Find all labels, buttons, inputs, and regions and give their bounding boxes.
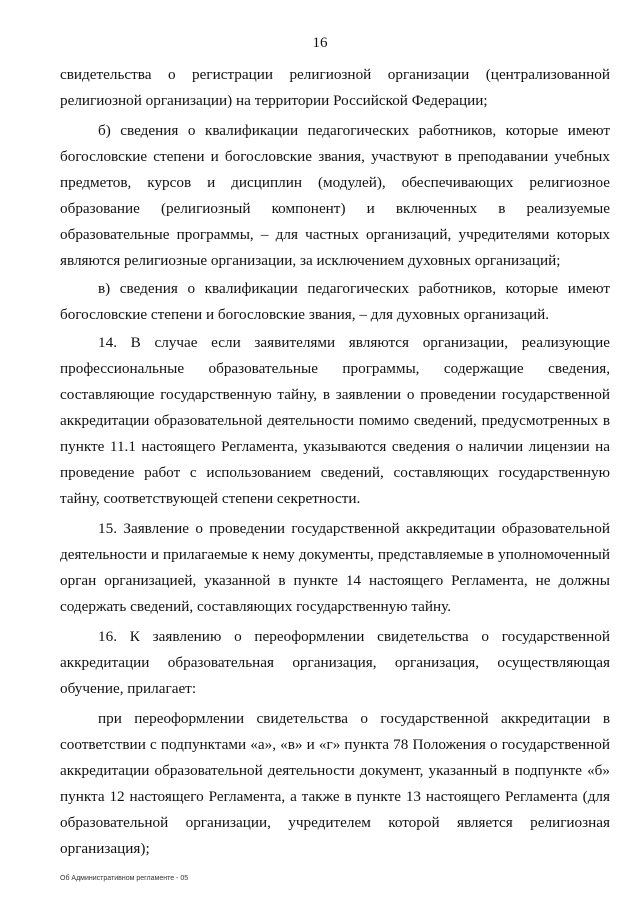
paragraph-item-b: б) сведения о квалификации педагогических работников, которые имеют богословские степени и богословские звания, участвуют в преподавании учебных предметов, курсов и дисциплин (модулей), обеспечивающих религиозное образование (религиозный компонент) и включенных в реализуемые образовательные программы, – для частных организаций, учредителями которых являются религиозные организации, за исключением духовных организаций;	[60, 122, 610, 269]
paragraph-reissue: при переоформлении свидетельства о государственной аккредитации в соответствии с подпунктами «а», «в» и «г» пункта 78 Положения о государственной аккредитации образовательной деятельности документ, указанный в подпункте «б» пункта 12 настоящего Регламента, а также в пункте 13 настоящего Регламента (для образовательной организации, учредителем которой является религиозная организация);	[60, 710, 610, 857]
paragraph-item-v: в) сведения о квалификации педагогических работников, которые имеют богословские степени и богословские звания, – для духовных организаций.	[60, 280, 610, 323]
paragraph-14: 14. В случае если заявителями являются организации, реализующие профессиональные образовательные программы, содержащие сведения, составляющие государственную тайну, в заявлении о проведении государственной аккредитации образовательной деятельности помимо сведений, предусмотренных в пункте 11.1 настоящего Регламента, указываются сведения о наличии лицензии на проведение работ с использованием сведений, составляющих государственную тайну, соответствующей степени секретности.	[60, 334, 610, 507]
paragraph-15: 15. Заявление о проведении государственной аккредитации образовательной деятельности и прилагаемые к нему документы, представляемые в уполномоченный орган организацией, указанной в пункте 14 настоящего Регламента, не должны содержать сведений, составляющих государственную тайну.	[60, 520, 610, 615]
footer-note: Об Административном регламенте - 05	[60, 875, 189, 882]
paragraph-registration-continuation: свидетельства о регистрации религиозной организации (централизованной религиозной организации) на территории Российской Федерации;	[60, 66, 610, 109]
body-text	[60, 62, 610, 862]
paragraph-16: 16. К заявлению о переоформлении свидетельства о государственной аккредитации образовательная организация, организация, осуществляющая обучение, прилагает:	[60, 628, 610, 697]
page-number: 16	[312, 35, 328, 51]
